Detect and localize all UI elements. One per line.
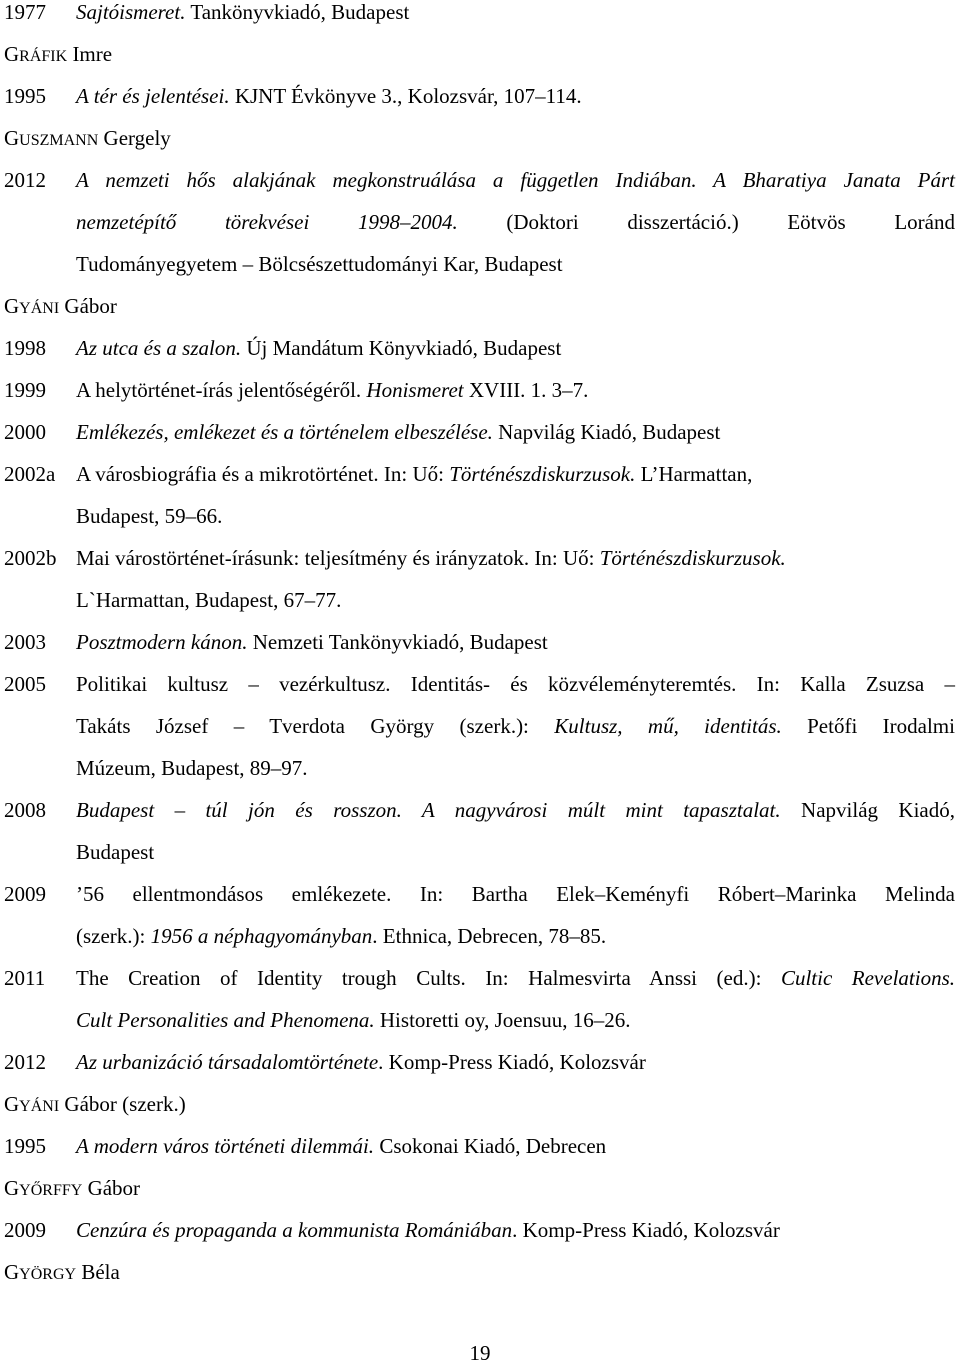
entry-title-italic: A nemzeti hős alakjának megkonstruálása a független Indiában. A Bharatiya Janata Párt <box>76 168 955 192</box>
entry-year: 2009 <box>4 1218 46 1242</box>
entry-text-segment: Múzeum, Budapest, 89–97. <box>76 756 308 780</box>
entry-year: 1977 <box>4 0 46 24</box>
author-initial: G <box>4 42 20 66</box>
bibliography-entry-line <box>0 1131 955 1161</box>
entry-title-italic: Kultusz, mű, identitás. <box>554 714 782 738</box>
entry-text <box>76 459 955 489</box>
bibliography-entry-line <box>0 543 955 573</box>
entry-text <box>76 207 955 237</box>
entry-year: 2012 <box>4 1050 46 1074</box>
bibliography-entry-line <box>0 795 955 825</box>
entry-text-segment: Új Mandátum Könyvkiadó, Budapest <box>241 336 562 360</box>
entry-text-segment: Tudományegyetem – Bölcsészettudományi Kar, Budapest <box>76 252 563 276</box>
entry-title-italic: Cultic Revelations. <box>780 966 956 990</box>
entry-title-italic: Cult Personalities and Phenomena. <box>76 1008 375 1032</box>
bibliography-entry-line <box>0 669 955 699</box>
entry-title-italic: A modern város történeti dilemmái. <box>76 1134 375 1158</box>
entry-text-segment: XVIII. 1. 3–7. <box>463 378 589 402</box>
entry-text <box>76 543 955 573</box>
bibliography-entry-line <box>0 1047 955 1077</box>
author-initial: G <box>4 1092 20 1116</box>
entry-year: 2002b <box>4 546 57 570</box>
author-given-name: Gábor <box>59 294 117 318</box>
entry-text-segment: KJNT Évkönyve 3., Kolozsvár, 107–114. <box>229 84 582 108</box>
author-surname-smallcaps: YÁNI <box>19 300 60 317</box>
bibliography-entry-line <box>0 585 955 615</box>
author-surname-smallcaps: RÁFIK <box>19 48 68 65</box>
author-heading <box>4 291 959 321</box>
entry-text-segment: Napvilág Kiadó, Budapest <box>492 420 721 444</box>
entry-text-segment: . Komp-Press Kiadó, Kolozsvár <box>378 1050 646 1074</box>
entry-year: 2003 <box>4 630 46 654</box>
entry-title-italic: 1956 a néphagyományban <box>150 924 373 948</box>
author-surname-smallcaps: USZMANN <box>19 132 99 149</box>
author-heading <box>4 1173 959 1203</box>
entry-year: 1995 <box>4 1134 46 1158</box>
entry-text <box>76 1047 955 1077</box>
entry-title-italic: Honismeret <box>366 378 464 402</box>
entry-title-italic: Az utca és a szalon. <box>76 336 242 360</box>
entry-text <box>76 333 955 363</box>
author-given-name: Gábor (szerk.) <box>59 1092 186 1116</box>
author-heading <box>4 39 959 69</box>
entry-text-segment: Napvilág Kiadó, <box>780 798 956 822</box>
entry-text-segment: . Komp-Press Kiadó, Kolozsvár <box>512 1218 780 1242</box>
bibliography-entry-line <box>0 375 955 405</box>
entry-text <box>76 627 955 657</box>
entry-text <box>76 249 955 279</box>
entry-text <box>76 1131 955 1161</box>
author-heading <box>4 1257 959 1287</box>
entry-text <box>76 417 955 447</box>
entry-title-italic: Cenzúra és propaganda a kommunista Romániában <box>76 1218 513 1242</box>
bibliography-entry-line <box>0 501 955 531</box>
entry-text <box>76 963 955 993</box>
entry-title-italic: Történészdiskurzusok. <box>599 546 786 570</box>
entry-title-italic: Posztmodern kánon. <box>76 630 248 654</box>
author-surname-smallcaps: YÖRGY <box>19 1266 77 1283</box>
bibliography-entry-line <box>0 627 955 657</box>
entry-text-segment: A helytörténet-írás jelentőségéről. <box>76 378 367 402</box>
entry-text-segment: Budapest <box>76 840 155 864</box>
entry-text <box>76 165 955 195</box>
author-initial: G <box>4 1176 20 1200</box>
author-initial: G <box>4 294 20 318</box>
entry-text-segment: L’Harmattan, <box>635 462 753 486</box>
entry-year: 1999 <box>4 378 46 402</box>
entry-text-segment: Tankönyvkiadó, Budapest <box>185 0 410 24</box>
entry-year: 1998 <box>4 336 46 360</box>
entry-text <box>76 501 955 531</box>
entry-text-segment: Mai várostörténet-írásunk: teljesítmény és irányzatok. In: Uő: <box>76 546 600 570</box>
entry-text <box>76 375 955 405</box>
entry-text <box>76 1215 955 1245</box>
bibliography-entry-line <box>0 837 955 867</box>
entry-title-italic: Emlékezés, emlékezet és a történelem elbeszélése. <box>76 420 493 444</box>
entry-text-segment: ’56 ellentmondásos emlékezete. In: Bartha Elek–Keményfi Róbert–Marinka Melinda <box>76 882 955 906</box>
author-heading <box>4 1089 959 1119</box>
bibliography-entry-line <box>0 1215 955 1245</box>
entry-text <box>76 585 955 615</box>
bibliography-entry-line <box>0 921 955 951</box>
entry-year: 2005 <box>4 672 46 696</box>
entry-text <box>76 837 955 867</box>
entry-text <box>76 921 955 951</box>
page-number: 19 <box>469 1341 491 1365</box>
bibliography-entry-line <box>0 207 955 237</box>
author-given-name: Béla <box>76 1260 120 1284</box>
bibliography-entry-line <box>0 753 955 783</box>
entry-year: 2002a <box>4 462 56 486</box>
entry-text-segment: Csokonai Kiadó, Debrecen <box>374 1134 607 1158</box>
bibliography-entry-line <box>0 417 955 447</box>
author-surname-smallcaps: YÁNI <box>19 1098 60 1115</box>
entry-text-segment: Historetti oy, Joensuu, 16–26. <box>374 1008 631 1032</box>
entry-text <box>76 81 955 111</box>
entry-text <box>76 753 955 783</box>
entry-text-segment: A városbiográfia és a mikrotörténet. In: Uő: <box>76 462 450 486</box>
entry-text-segment: The Creation of Identity trough Cults. In: Halmesvirta Anssi (ed.): <box>76 966 781 990</box>
entry-title-italic: A tér és jelentései. <box>76 84 230 108</box>
entry-text-segment: Budapest, 59–66. <box>76 504 223 528</box>
entry-text <box>76 0 955 27</box>
bibliography-entry-line <box>0 1005 955 1035</box>
entry-title-italic: Budapest – túl jón és rosszon. A nagyvárosi múlt mint tapasztalat. <box>76 798 781 822</box>
author-initial: G <box>4 126 20 150</box>
entry-year: 2009 <box>4 882 46 906</box>
entry-title-italic: Történészdiskurzusok. <box>449 462 636 486</box>
bibliography-entry-line <box>0 165 955 195</box>
entry-text-segment: Petőfi Irodalmi <box>781 714 955 738</box>
author-given-name: Imre <box>67 42 113 66</box>
bibliography-entry-line <box>0 879 955 909</box>
entry-text <box>76 711 955 741</box>
bibliography-entry-line <box>0 249 955 279</box>
bibliography-entry-line <box>0 459 955 489</box>
entry-title-italic: Az urbanizáció társadalomtörténete <box>76 1050 379 1074</box>
entry-text-segment: (Doktori disszertáció.) Eötvös Loránd <box>457 210 955 234</box>
author-surname-smallcaps: YŐRFFY <box>19 1182 83 1199</box>
entry-text-segment: Takáts József – Tverdota György (szerk.): <box>76 714 555 738</box>
entry-year: 2012 <box>4 168 46 192</box>
entry-text <box>76 669 955 699</box>
bibliography-entry-line <box>0 963 955 993</box>
entry-year: 2008 <box>4 798 46 822</box>
entry-title-italic: Sajtóismeret. <box>76 0 186 24</box>
author-given-name: Gergely <box>98 126 171 150</box>
entry-year: 2011 <box>4 966 46 990</box>
author-initial: G <box>4 1260 20 1284</box>
entry-text-segment: (szerk.): <box>76 924 151 948</box>
entry-text-segment: Nemzeti Tankönyvkiadó, Budapest <box>247 630 548 654</box>
entry-text <box>76 879 955 909</box>
entry-text-segment: L`Harmattan, Budapest, 67–77. <box>76 588 342 612</box>
entry-year: 1995 <box>4 84 46 108</box>
bibliography-entry-line <box>0 711 955 741</box>
entry-year: 2000 <box>4 420 46 444</box>
bibliography-entry-line <box>0 333 955 363</box>
entry-text <box>76 1005 955 1035</box>
author-heading <box>4 123 959 153</box>
entry-text <box>76 795 955 825</box>
bibliography-entry-line <box>0 0 955 27</box>
entry-text-segment: . Ethnica, Debrecen, 78–85. <box>372 924 607 948</box>
entry-title-italic: nemzetépítő törekvései 1998–2004. <box>76 210 458 234</box>
author-given-name: Gábor <box>82 1176 141 1200</box>
bibliography-entry-line <box>0 81 955 111</box>
entry-text-segment: Politikai kultusz – vezérkultusz. Identitás- és közvéleményteremtés. In: Kalla Zsuzsa – <box>76 672 955 696</box>
